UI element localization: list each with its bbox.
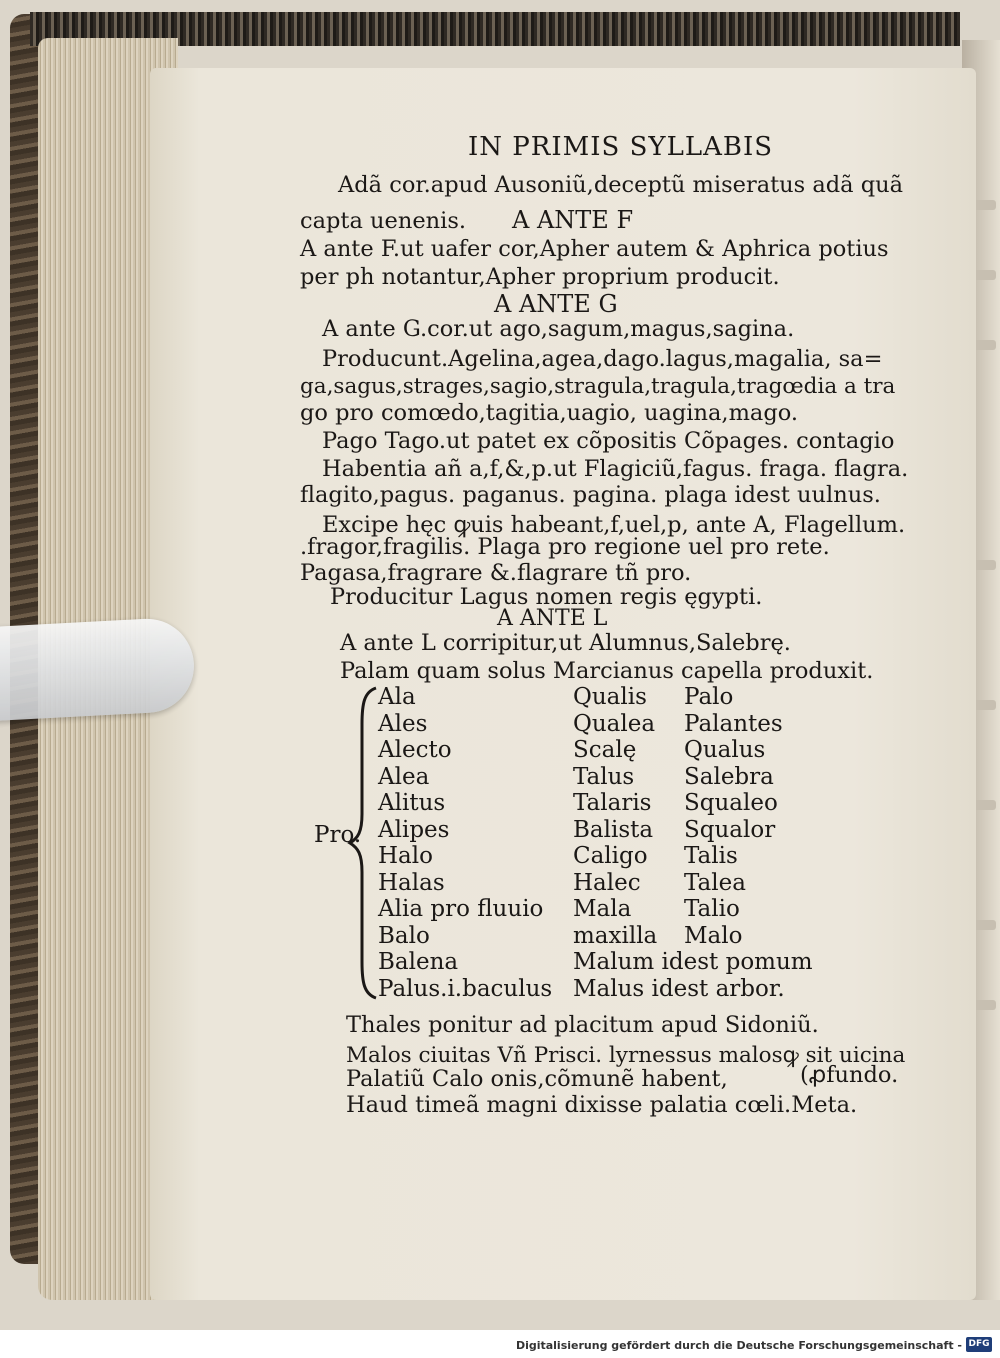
- text-line: A ante L corripitur,ut Alumnus,Salebrę.: [340, 630, 791, 656]
- list-word: Alecto: [378, 737, 452, 763]
- list-word: Palantes: [684, 710, 783, 737]
- section-heading: A ANTE G: [494, 290, 618, 318]
- list-word: Salebra: [684, 763, 774, 790]
- running-header: IN PRIMIS SYLLABIS: [468, 132, 774, 162]
- text-line: Producunt.Agelina,agea,dago.lagus,magalia, sa=: [322, 346, 883, 372]
- list-word: Squaleo: [684, 790, 778, 816]
- text-line: Haud timeã magni dixisse palatia cœli.Meta.: [346, 1092, 858, 1118]
- list-word: Qualea: [573, 710, 656, 737]
- page-holder-pointer: [0, 616, 196, 721]
- list-word: Squalor: [684, 816, 776, 843]
- text-line: per ph notantur,Apher proprium producit.: [300, 264, 780, 290]
- list-word: Talus: [573, 763, 635, 790]
- text-line: Palam quam solus Marcianus capella produxit.: [340, 658, 874, 684]
- list-word: Balo: [378, 922, 430, 949]
- text-line: A ante G.cor.ut ago,sagum,magus,sagina.: [322, 316, 795, 342]
- list-word: Balista: [573, 816, 654, 843]
- list-word: Alea: [378, 763, 430, 790]
- list-word: Alitus: [378, 790, 446, 816]
- text-line: flagito,pagus. paganus. pagina. plaga idest uulnus.: [300, 482, 881, 508]
- text-line: Adã cor.apud Ausoniũ,deceptũ miseratus adã quã: [338, 172, 904, 198]
- list-word: Palo: [684, 684, 734, 710]
- list-word: Talis: [684, 843, 738, 869]
- dfg-logo: DFG: [966, 1337, 992, 1352]
- list-word: Ales: [378, 710, 428, 737]
- list-word: Malo: [684, 922, 743, 949]
- list-word: Balena: [378, 949, 459, 975]
- text-line: A ante F.ut uafer cor,Apher autem & Aphrica potius: [300, 236, 889, 262]
- list-word: Talio: [684, 896, 740, 922]
- text-line: Producitur Lagus nomen regis ęgypti.: [330, 584, 763, 610]
- list-word: Halo: [378, 843, 433, 869]
- list-word: Palus.i.baculus: [378, 975, 553, 1002]
- text-line: Thales ponitur ad placitum apud Sidoniũ.: [346, 1012, 819, 1038]
- text-line: capta uenenis.: [300, 208, 467, 234]
- list-word: Qualus: [684, 737, 766, 763]
- list-word: Malum idest pomum: [573, 949, 813, 975]
- list-word: Talea: [684, 869, 746, 896]
- list-word: Halec: [573, 869, 641, 896]
- list-word: Malus idest arbor.: [573, 975, 785, 1002]
- list-word: Ala: [378, 684, 416, 710]
- text-line: Pagasa,fragrare &.flagrare tñ pro.: [300, 560, 692, 586]
- list-word: Qualis: [573, 684, 647, 710]
- text-line: Palatiũ Calo onis,cõmunẽ habent,: [346, 1066, 728, 1092]
- list-word: Caligo: [573, 843, 648, 869]
- text-line: Excipe hęc ꝙuis habeant,f,uel,p, ante A, Flagellum.: [322, 512, 906, 538]
- text-line: Habentia añ a,f,&,p.ut Flagiciũ,fagus. fraga. flagra.: [322, 456, 909, 482]
- text-line: ga,sagus,strages,sagio,stragula,tragula,tragœdia a tra: [300, 374, 896, 399]
- section-heading: A ANTE F: [512, 206, 634, 234]
- list-word: maxilla: [573, 922, 658, 949]
- text-line: (ꝓfundo.: [800, 1062, 899, 1088]
- list-label: Pro.: [314, 822, 362, 848]
- list-word: Talaris: [573, 790, 652, 816]
- list-word: Alia pro fluuio: [378, 896, 544, 922]
- text-line: Pago Tago.ut patet ex cõpositis Cõpages. contagio: [322, 428, 895, 454]
- list-word: Halas: [378, 869, 445, 896]
- section-heading: A ANTE L: [497, 606, 608, 631]
- text-line: .fragor,fragilis. Plaga pro regione uel pro rete.: [300, 534, 830, 560]
- list-word: Mala: [573, 896, 632, 922]
- text-line: Malos ciuitas Vñ Prisci. lyrnessus malosꝙ sit uicina: [346, 1043, 906, 1068]
- funding-credit: Digitalisierung gefördert durch die Deutsche Forschungsgemeinschaft -: [515, 1339, 962, 1352]
- list-word: Scalę: [573, 737, 637, 763]
- text-line: go pro comœdo,tagitia,uagio, uagina,mago.: [300, 400, 799, 426]
- list-word: Alipes: [378, 816, 450, 843]
